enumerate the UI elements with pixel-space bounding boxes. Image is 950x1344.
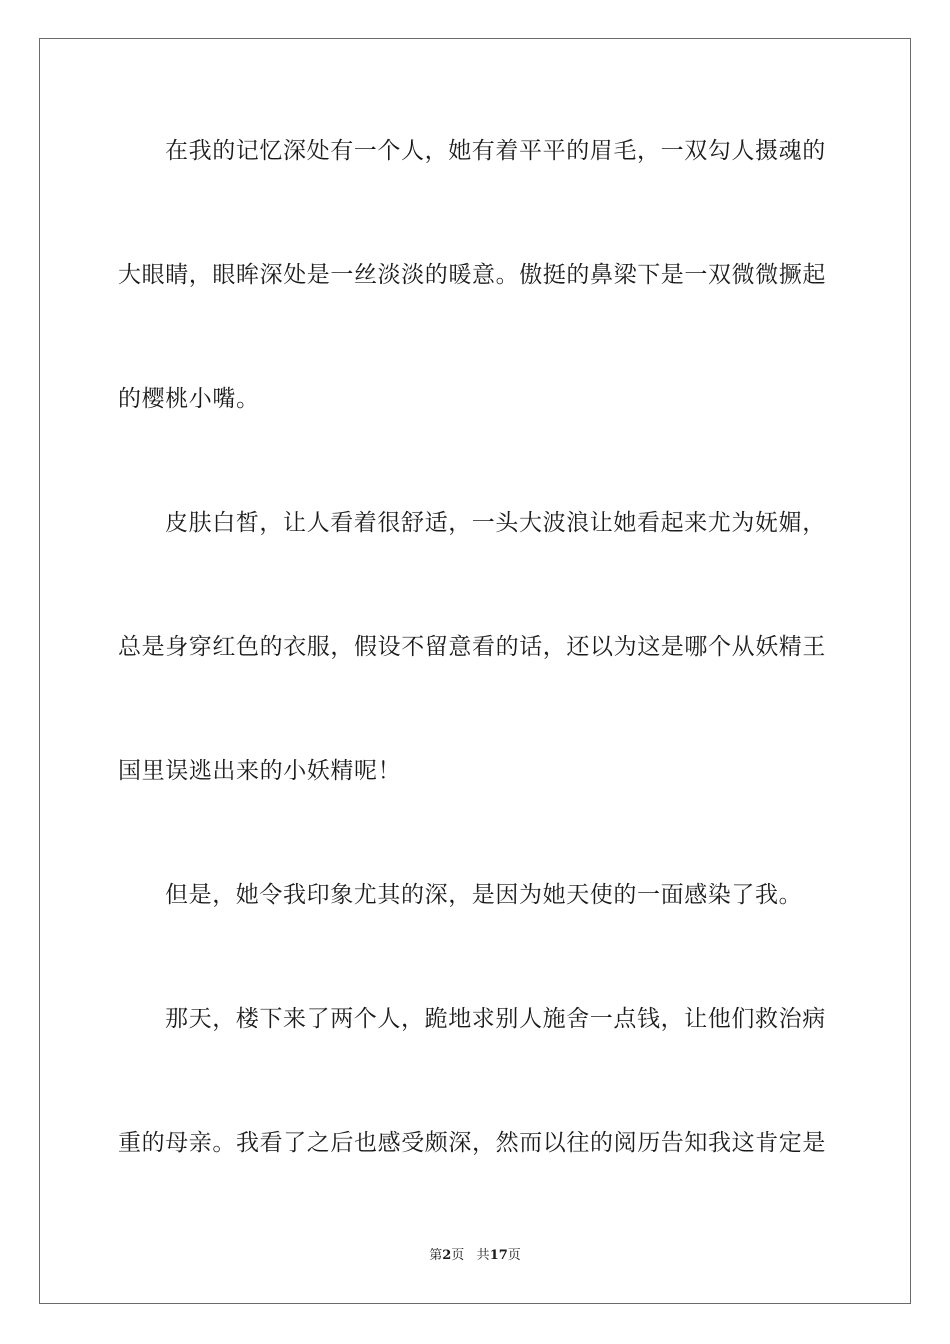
paragraph-2-line-3: 国里误逃出来的小妖精呢！ — [118, 758, 402, 784]
paragraph-1-line-1: 在我的记忆深处有一个人，她有着平平的眉毛，一双勾人摄魂的 — [165, 138, 826, 164]
paragraph-2-line-1: 皮肤白皙，让人看着很舒适，一头大波浪让她看起来尤为妩媚， — [165, 510, 826, 536]
total-pages: 17 — [489, 1248, 508, 1263]
page-suffix: 页 — [451, 1248, 465, 1263]
page-border — [39, 38, 911, 1304]
paragraph-1-line-3: 的樱桃小嘴。 — [118, 386, 260, 412]
page-prefix: 第 — [429, 1248, 443, 1263]
paragraph-2-line-2: 总是身穿红色的衣服，假设不留意看的话，还以为这是哪个从妖精王 — [118, 634, 826, 660]
paragraph-3-line-1: 但是，她令我印象尤其的深，是因为她天使的一面感染了我。 — [165, 882, 803, 908]
total-suffix: 页 — [507, 1248, 521, 1263]
total-prefix: 共 — [476, 1248, 490, 1263]
paragraph-4-line-1: 那天，楼下来了两个人，跪地求别人施舍一点钱，让他们救治病 — [165, 1006, 826, 1032]
paragraph-4-line-2: 重的母亲。我看了之后也感受颇深，然而以往的阅历告知我这肯定是 — [118, 1130, 826, 1156]
paragraph-1-line-2: 大眼睛，眼眸深处是一丝淡淡的暖意。傲挺的鼻梁下是一双微微撅起 — [118, 262, 826, 288]
page-footer — [0, 1247, 950, 1265]
page-number: 2 — [442, 1248, 452, 1263]
